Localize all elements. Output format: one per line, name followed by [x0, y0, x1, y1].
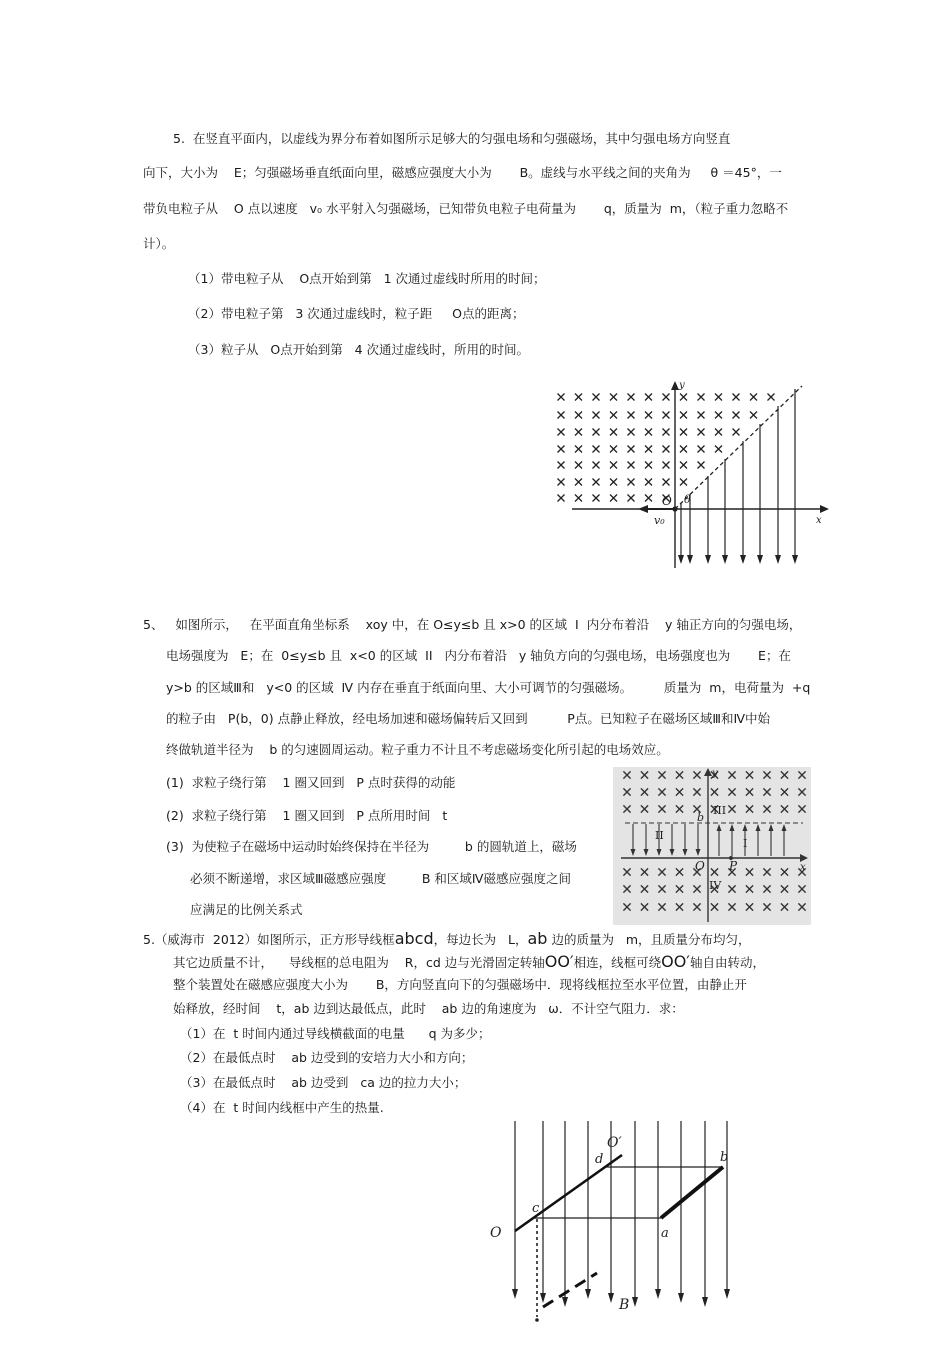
p1-line-2: 向下，大小为 E；匀强磁场垂直纸面向里，磁感应强度大小为 B。虚线与水平线之间的夹角为 θ ＝45°，一 [143, 165, 782, 180]
field-arrowhead [632, 1297, 638, 1307]
field-arrowhead [655, 1289, 661, 1299]
cross-mark [715, 429, 722, 436]
cross-mark [680, 394, 687, 401]
cross-mark [715, 394, 722, 401]
cross-mark [593, 394, 600, 401]
field-arrowhead [724, 1289, 730, 1299]
cross-mark [628, 429, 635, 436]
cross-mark [663, 394, 670, 401]
p3-line-4: 始释放，经时间 t，ab 边到达最低点，此时 ab 边的角速度为 ω．不计空气阻力．求： [173, 1001, 684, 1016]
cross-mark [610, 394, 617, 401]
cross-mark [558, 462, 565, 469]
p3-abcd: abcd [394, 929, 434, 948]
cross-mark [645, 479, 652, 486]
b-label: b [720, 1150, 729, 1165]
cross-mark [628, 495, 635, 502]
cross-mark [558, 446, 565, 453]
field-arrowhead [585, 1289, 591, 1299]
cross-mark [680, 412, 687, 419]
cross-mark [680, 479, 687, 486]
cross-mark [645, 412, 652, 419]
cross-mark [558, 479, 565, 486]
p3-question-2: （2）在最低点时 ab 边受到的安培力大小和方向； [180, 1050, 474, 1065]
x-label: x [816, 515, 822, 526]
p3-question-3: （3）在最低点时 ab 边受到 ca 边的拉力大小； [180, 1075, 467, 1090]
p3-line-2 [173, 954, 765, 971]
field-arrowhead [678, 555, 684, 564]
p3-line-3: 整个装置处在磁感应强度大小为 B，方向竖直向下的匀强磁场中．现将线框拉至水平位置，由静止开 [173, 977, 747, 992]
field-arrowhead [722, 555, 728, 564]
cross-mark [680, 446, 687, 453]
lowest-point-dot [535, 1318, 539, 1322]
p2-question-3-cont-1: 必须不断递增，求区域Ⅲ磁感应强度 B 和区域Ⅳ磁感应强度之间 [190, 871, 571, 886]
p3-question-1: （1）在 t 时间内通过导线横截面的电量 q 为多少； [180, 1026, 491, 1041]
cross-mark [750, 412, 757, 419]
origin-dot [672, 506, 677, 511]
cross-mark [750, 394, 757, 401]
cross-mark [698, 394, 705, 401]
cross-mark [593, 429, 600, 436]
p-label: P [729, 859, 738, 873]
cross-mark [610, 495, 617, 502]
cross-mark [663, 462, 670, 469]
p2-question-3: (3) 为使粒子在磁场中运动时始终保持在半径为 b 的圆轨道上，磁场 [166, 839, 577, 854]
y-axis-arrow [671, 381, 679, 390]
cross-mark [698, 412, 705, 419]
cross-mark [593, 495, 600, 502]
p3-oo-axis: OO′ [544, 952, 574, 971]
field-b-label: B [619, 1297, 630, 1313]
p2-line-3: y>b 的区域Ⅲ和 y<0 的区域 Ⅳ 内存在垂直于纸面向里、大小可调节的匀强磁场。 质量为 m，电荷量为 +q [166, 680, 811, 695]
p3-line-2-c: 轴自由转动， [689, 955, 765, 970]
velocity-arrowhead [638, 505, 648, 513]
region-1-label: I [743, 837, 748, 850]
cross-mark [610, 429, 617, 436]
y-label: y [712, 768, 718, 779]
magnetic-field-crosses [558, 394, 775, 502]
cross-mark [733, 412, 740, 419]
cross-mark [645, 462, 652, 469]
p3-oo-axis-2: OO′ [661, 952, 690, 971]
p2-line-4: 的粒子由 P(b，0) 点静止释放，经电场加速和磁场偏转后又回到 P点。已知粒子在磁场区域Ⅲ和Ⅳ中始 [166, 711, 770, 726]
cross-mark [610, 446, 617, 453]
field-arrowhead [702, 1297, 708, 1307]
cross-mark [593, 412, 600, 419]
cross-mark [628, 412, 635, 419]
cross-mark [628, 479, 635, 486]
p2-region-figure [613, 767, 811, 925]
cross-mark [575, 412, 582, 419]
cross-mark [768, 394, 775, 401]
d-label: d [595, 1152, 604, 1167]
cross-mark [733, 394, 740, 401]
b-label: b [697, 811, 705, 824]
rotation-axis-oo [515, 1155, 622, 1231]
cross-mark [628, 462, 635, 469]
cross-mark [680, 462, 687, 469]
cross-mark [628, 446, 635, 453]
field-arrowhead [678, 1293, 684, 1303]
p3-frame-figure [485, 1115, 750, 1330]
x-axis-arrow [820, 505, 829, 513]
cross-mark [663, 479, 670, 486]
p1-question-1: （1）带电粒子从 O点开始到第 1 次通过虚线时所用的时间； [188, 271, 546, 286]
o-label: O [490, 1225, 502, 1241]
region-3-label: III [713, 804, 727, 817]
electric-field-arrows [678, 389, 798, 564]
field-arrowhead [775, 555, 781, 564]
cross-mark [575, 394, 582, 401]
region-4-label: IV [709, 879, 722, 892]
cross-mark [575, 479, 582, 486]
cross-mark [698, 446, 705, 453]
cross-mark [715, 446, 722, 453]
theta-label: θ [684, 493, 691, 506]
cross-mark [610, 479, 617, 486]
cross-mark [733, 429, 740, 436]
field-arrowhead [757, 555, 763, 564]
field-arrowhead [740, 555, 746, 564]
cross-mark [575, 495, 582, 502]
p2-line-1: 5、 如图所示， 在平面直角坐标系 xoy 中，在 O≤y≤b 且 x>0 的区域 I 内分布着沿 y 轴正方向的匀强电场， [143, 617, 802, 632]
p2-question-2: (2) 求粒子绕行第 1 圈又回到 P 点所用时间 t [166, 808, 448, 823]
cross-mark [645, 394, 652, 401]
cross-mark [610, 412, 617, 419]
p3-ab: ab [527, 929, 548, 948]
cross-mark [698, 462, 705, 469]
field-arrowhead [608, 1293, 614, 1303]
p1-question-3: （3）粒子从 O点开始到第 4 次通过虚线时，所用的时间。 [188, 342, 530, 357]
v0-label: v₀ [654, 514, 665, 527]
origin-label: O [662, 494, 672, 508]
p3-line-1-c: 边的质量为 m，且质量分布均匀， [547, 932, 751, 947]
y-label: y [679, 380, 685, 391]
field-arrowhead [687, 555, 693, 564]
p1-line-3: 带负电粒子从 O 点以速度 v₀ 水平射入匀强磁场，已知带负电粒子电荷量为 q，质量为 m，（粒子重力忽略不 [143, 201, 789, 216]
cross-mark [663, 429, 670, 436]
p3-line-2-a: 其它边质量不计， 导线框的总电阻为 R，cd 边与光滑固定转轴 [173, 955, 545, 970]
cross-mark [593, 479, 600, 486]
c-label: c [532, 1201, 540, 1216]
field-arrowhead [562, 1297, 568, 1307]
cross-mark [680, 429, 687, 436]
region-2-label: II [655, 829, 664, 842]
field-arrowhead [705, 555, 711, 564]
p1-field-figure [550, 378, 835, 573]
cross-mark [558, 495, 565, 502]
p3-line-1-b: ，每边长为 L， [433, 932, 528, 947]
cross-mark [558, 412, 565, 419]
p1-line-1: 5. 在竖直平面内，以虚线为界分布着如图所示足够大的匀强电场和匀强磁场，其中匀强电场方向竖直 [173, 131, 731, 146]
o-prime-label: O′ [607, 1135, 622, 1151]
cross-mark [645, 446, 652, 453]
frame-edge-ab [661, 1167, 723, 1218]
cross-mark [558, 429, 565, 436]
cross-mark [698, 429, 705, 436]
cross-mark [663, 412, 670, 419]
cross-mark [610, 462, 617, 469]
a-label: a [661, 1226, 669, 1241]
boundary-dashed-line [675, 386, 802, 509]
p3-line-2-b: 相连，线框可绕 [573, 955, 662, 970]
p3-question-4: （4）在 t 时间内线框中产生的热量. [180, 1100, 384, 1115]
cross-mark [575, 429, 582, 436]
cross-mark [645, 429, 652, 436]
cross-mark [593, 462, 600, 469]
cross-mark [575, 462, 582, 469]
p2-question-3-cont-2: 应满足的比例关系式 [190, 902, 303, 917]
p2-line-5: 终做轨道半径为 b 的匀速圆周运动。粒子重力不计且不考虑磁场变化所引起的电场效应。 [166, 742, 669, 757]
cross-mark [645, 495, 652, 502]
field-arrowhead [540, 1293, 546, 1303]
p2-question-1: (1) 求粒子绕行第 1 圈又回到 P 点时获得的动能 [166, 775, 456, 790]
cross-mark [593, 446, 600, 453]
p3-line-1-a: 5.（威海市 2012）如图所示，正方形导线框 [143, 932, 395, 947]
p1-line-4: 计）。 [143, 236, 175, 251]
cross-mark [663, 446, 670, 453]
cross-mark [575, 446, 582, 453]
p1-question-2: （2）带电粒子第 3 次通过虚线时，粒子距 O点的距离； [188, 306, 525, 321]
field-arrowhead [792, 555, 798, 564]
cross-mark [715, 412, 722, 419]
field-arrowhead [512, 1289, 518, 1299]
x-label: x [800, 862, 806, 873]
origin-label: O [695, 859, 705, 873]
cross-mark [628, 394, 635, 401]
p3-line-1 [143, 931, 751, 948]
cross-mark [558, 394, 565, 401]
p2-line-2: 电场强度为 E；在 0≤y≤b 且 x<0 的区域 II 内分布着沿 y 轴负方向的匀强电场，电场强度也为 E；在 [166, 648, 791, 663]
